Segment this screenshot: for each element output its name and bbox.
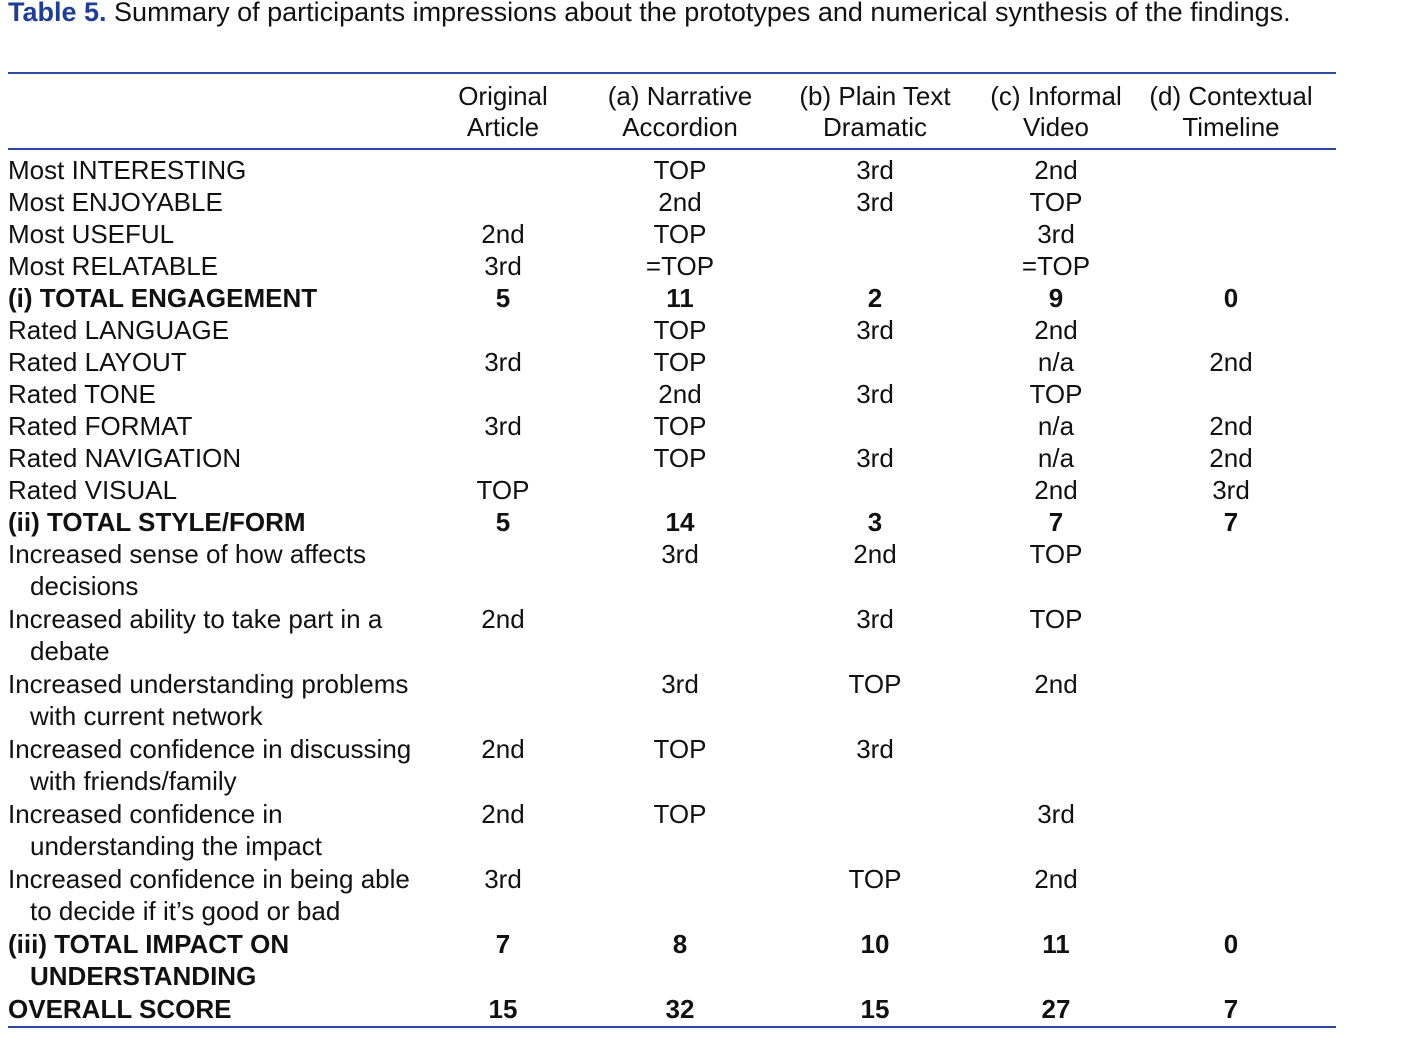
table-cell: 7 [1223,994,1239,1024]
table-cell: 3rd [1037,219,1075,249]
table-cell: 3rd [856,155,894,185]
table-cell: 0 [1223,283,1239,313]
row-label [8,218,410,250]
table-number: Table 5. [8,0,107,27]
table-cell: n/a [1037,347,1075,377]
table-cell [1126,668,1336,733]
row-label [8,538,410,603]
table-cell [410,186,596,218]
table-cell: 2nd [853,539,897,569]
header-line: Accordion [622,112,738,142]
table-row [8,603,1336,668]
table-cell [410,538,596,603]
table-body [8,144,1336,1025]
row-label-line: Rated LANGUAGE [8,315,230,345]
table-cell: 2nd [1209,443,1253,473]
table-cell: 3rd [856,604,894,634]
row-label-line: Increased confidence in discussing [8,734,412,764]
caption-text: Summary of participants impressions about the prototypes and numerical synthesis of the findings. [106,0,1291,27]
table-cell: 32 [665,994,695,1024]
table-cell: 2nd [481,734,525,764]
table-cell [764,798,986,863]
row-label-line: Rated TONE [8,379,156,409]
table-cell [1126,314,1336,346]
table-cell: TOP [1029,187,1083,217]
table-cell [410,668,596,733]
table-cell: 2nd [1034,475,1078,505]
table-cell: 2nd [658,187,702,217]
table-cell: TOP [653,443,707,473]
row-label-line: Increased ability to take part in a [8,604,383,634]
top-rule [8,72,1336,74]
table-cell [1126,250,1336,282]
row-label [8,668,410,733]
row-label-line: with friends/family [30,766,237,796]
table-cell [986,733,1126,798]
row-label-line: Most INTERESTING [8,155,247,185]
table-cell: n/a [1037,411,1075,441]
table-cell: 2nd [1034,315,1078,345]
row-label-line: Most RELATABLE [8,251,218,281]
table-row [8,410,1336,442]
row-label [8,506,410,538]
row-label [8,346,410,378]
table-cell [1126,538,1336,603]
table-cell: 0 [1223,929,1239,959]
header-cell-column-5 [1126,76,1336,144]
table-cell [764,410,986,442]
header-row [8,76,1336,144]
table-cell: 11 [1042,929,1070,959]
table-cell: 8 [672,929,688,959]
table-caption [8,0,1338,30]
table-cell [1126,863,1336,928]
table-cell: 14 [665,507,695,537]
table-cell [1126,733,1336,798]
table-cell [410,314,596,346]
row-label [8,250,410,282]
row-label [8,186,410,218]
header-cell-column-1 [410,76,596,144]
table-cell: TOP [653,155,707,185]
table-cell: 3rd [661,669,699,699]
table-cell: 3rd [661,539,699,569]
header-line: (d) Contextual [1149,81,1313,111]
table-cell: 7 [1048,507,1064,537]
row-label [8,314,410,346]
table-cell: 7 [1223,507,1239,537]
header-line: Timeline [1182,112,1280,142]
table-cell: =TOP [1021,251,1091,281]
spacer-row [8,144,1336,154]
row-label-line: Rated VISUAL [8,475,178,505]
table-cell: 3rd [484,411,522,441]
table-cell [410,378,596,410]
table-cell: TOP [1029,379,1083,409]
row-label [8,928,410,993]
row-label-line: Increased understanding problems [8,669,409,699]
table-cell: 2nd [1034,864,1078,894]
bottom-rule [8,1026,1336,1028]
summary-table [8,76,1336,1025]
table-cell: 3rd [1212,475,1250,505]
row-label [8,410,410,442]
row-label [8,733,410,798]
table-cell: 3rd [1037,799,1075,829]
row-label [8,154,410,186]
table-cell: 2 [867,283,883,313]
table-cell: 2nd [658,379,702,409]
table-cell [1126,186,1336,218]
header-line: Original [458,81,548,111]
table-header [8,76,1336,144]
row-label [8,378,410,410]
table-cell: 15 [488,994,518,1024]
row-label [8,442,410,474]
table-cell: 11 [666,283,694,313]
table-row [8,668,1336,733]
row-label-line: Rated NAVIGATION [8,443,242,473]
table-cell: 5 [495,507,511,537]
table-cell: 2nd [1034,669,1078,699]
header-line: Dramatic [822,112,927,142]
header-cell-column-4 [986,76,1126,144]
row-label-line: OVERALL SCORE [8,994,232,1024]
table-cell [764,218,986,250]
row-label-line: with current network [30,701,263,731]
row-label-line: to decide if it’s good or bad [30,896,341,926]
table-row [8,928,1336,993]
table-cell: =TOP [645,251,715,281]
table-row [8,346,1336,378]
table-cell: n/a [1037,443,1075,473]
row-label-line: debate [30,636,110,666]
row-label-line: Increased confidence in [8,799,283,829]
table-cell [1126,378,1336,410]
table-row [8,538,1336,603]
table-cell [596,603,764,668]
row-label-line: Increased confidence in being able [8,864,410,894]
header-cell-column-3 [764,76,986,144]
table-cell: 2nd [481,604,525,634]
row-label-line: decisions [30,571,139,601]
table-row [8,218,1336,250]
header-line: (b) Plain Text [799,81,951,111]
table-cell: 3 [867,507,883,537]
table-row [8,474,1336,506]
row-label-line: understanding the impact [30,831,322,861]
row-label-line: (i) TOTAL ENGAGEMENT [8,283,318,313]
row-label-line: UNDERSTANDING [30,961,257,991]
row-label [8,282,410,314]
header-line: (c) Informal [990,81,1122,111]
row-label-line: Rated LAYOUT [8,347,187,377]
table-cell: 2nd [481,219,525,249]
table-cell: TOP [476,475,530,505]
table-row [8,378,1336,410]
table-cell: 3rd [856,187,894,217]
row-label-line: Most USEFUL [8,219,175,249]
table-cell: 9 [1048,283,1064,313]
table-row [8,442,1336,474]
row-label-line: (iii) TOTAL IMPACT ON [8,929,290,959]
table-cell: 27 [1041,994,1071,1024]
table-cell: 3rd [484,864,522,894]
row-label-line: Increased sense of how affects [8,539,366,569]
table-cell: 3rd [856,443,894,473]
table-cell: TOP [653,315,707,345]
table-row [8,282,1336,314]
table-cell: TOP [1029,604,1083,634]
table-cell [410,154,596,186]
table-row [8,993,1336,1025]
row-label [8,798,410,863]
table-row [8,314,1336,346]
table-cell: 3rd [856,734,894,764]
table-cell: 3rd [856,379,894,409]
header-line: Article [466,112,540,142]
header-cell-column-2 [596,76,764,144]
table-cell: TOP [848,864,902,894]
row-label-line: Rated FORMAT [8,411,193,441]
table-row [8,798,1336,863]
table-row [8,154,1336,186]
table-cell: TOP [1029,539,1083,569]
row-label [8,863,410,928]
table-cell: 2nd [1209,411,1253,441]
table-row [8,863,1336,928]
table-cell [1126,154,1336,186]
header-line: (a) Narrative [607,81,753,111]
table-row [8,186,1336,218]
table-row [8,250,1336,282]
table-cell: TOP [653,734,707,764]
table-cell: 5 [495,283,511,313]
table-cell [764,346,986,378]
row-label [8,474,410,506]
row-label-line: (ii) TOTAL STYLE/FORM [8,507,306,537]
table-cell [764,250,986,282]
table-cell: 2nd [481,799,525,829]
table-cell: 3rd [484,251,522,281]
table-cell [1126,603,1336,668]
table-cell [596,474,764,506]
row-label [8,603,410,668]
table-cell: 15 [860,994,890,1024]
table-cell [596,863,764,928]
table-cell: TOP [653,219,707,249]
table-cell: 3rd [484,347,522,377]
table-cell: 2nd [1034,155,1078,185]
row-label-line: Most ENJOYABLE [8,187,223,217]
table-cell: TOP [653,411,707,441]
table-cell: 10 [860,929,890,959]
table-row [8,506,1336,538]
table-cell: 2nd [1209,347,1253,377]
row-label [8,993,410,1025]
header-cell-label [8,76,410,144]
table-cell: TOP [653,799,707,829]
table-cell: 3rd [856,315,894,345]
table-cell: 7 [495,929,511,959]
table-cell [410,442,596,474]
table-row [8,733,1336,798]
table-cell: TOP [653,347,707,377]
header-line: Video [1022,112,1090,142]
table-cell [1126,218,1336,250]
table-cell [764,474,986,506]
table-cell: TOP [848,669,902,699]
table-cell [1126,798,1336,863]
